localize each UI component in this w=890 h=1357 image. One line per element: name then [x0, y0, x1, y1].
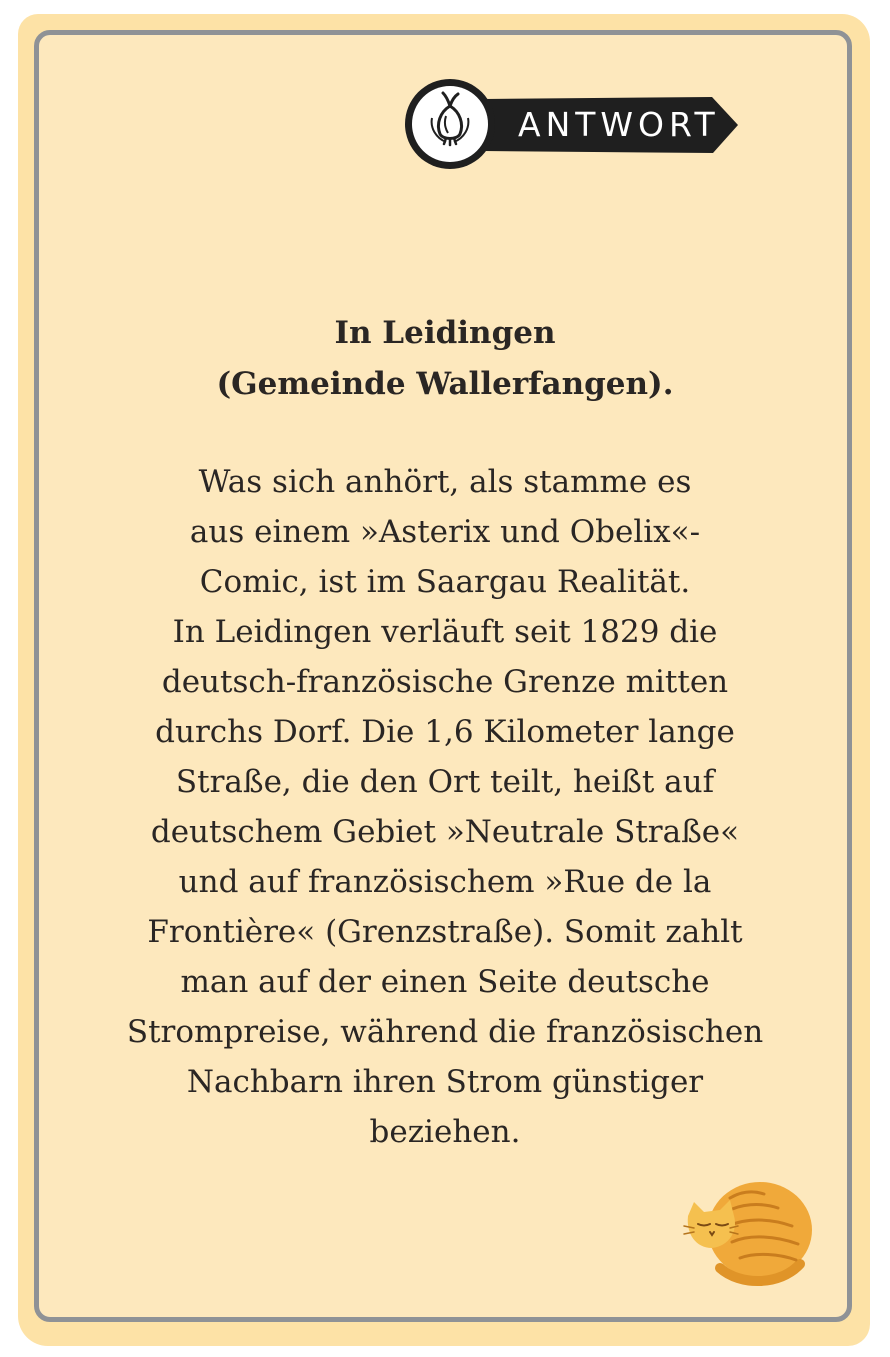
answer-body-line: man auf der einen Seite deutsche	[180, 964, 710, 1000]
answer-body-line: Frontière« (Grenzstraße). Somit zahlt	[147, 914, 743, 950]
answer-body-line: deutschem Gebiet »Neutrale Straße«	[150, 814, 740, 850]
answer-badge	[402, 76, 742, 172]
answer-body-line: durchs Dorf. Die 1,6 Kilometer lange	[155, 714, 735, 750]
badge-label: ANTWORT	[518, 105, 720, 144]
answer-body-line: deutsch-französische Grenze mitten	[161, 664, 729, 700]
sleeping-cat-icon	[680, 1168, 816, 1290]
answer-body-line: Strompreise, während die französischen	[126, 1014, 764, 1050]
answer-body-line: Comic, ist im Saargau Realität.	[199, 564, 691, 600]
answer-body-line: Nachbarn ihren Strom günstiger	[186, 1064, 704, 1100]
answer-body-line: In Leidingen verläuft seit 1829 die	[172, 614, 718, 650]
answer-body-line: und auf französischem »Rue de la	[178, 864, 712, 900]
onion-icon	[402, 76, 498, 172]
answer-body-line: aus einem »Asterix und Obelix«-	[189, 514, 701, 550]
answer-title-line: In Leidingen	[334, 315, 556, 351]
answer-body-line: Was sich anhört, als stamme es	[198, 464, 692, 500]
answer-body-line: Straße, die den Ort teilt, heißt auf	[175, 764, 715, 800]
answer-title	[60, 308, 830, 410]
answer-title-line: (Gemeinde Wallerfangen).	[216, 366, 674, 402]
answer-body-line: beziehen.	[369, 1114, 521, 1150]
answer-body	[60, 457, 830, 1157]
